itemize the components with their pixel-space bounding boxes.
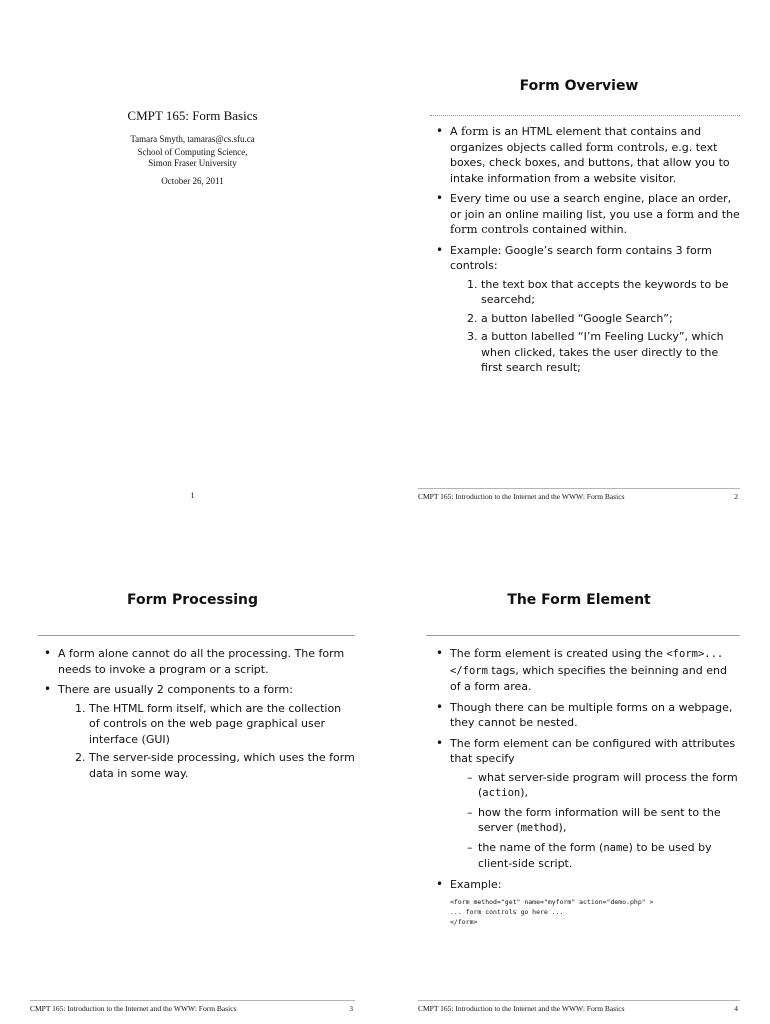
bullet-item [432,736,740,872]
page-number: 1 [190,491,195,500]
slide-1 [30,0,355,512]
list-item [58,701,355,748]
keyword: form controls [585,139,665,154]
bullet-item [432,124,740,186]
dash-list [450,770,740,872]
text-run: contained within. [528,223,628,236]
text-run: Every time ou use a search engine, place an order, or join an online mailing list, you use a [450,192,732,221]
slide-3 [30,512,355,1024]
code-snippet: action [482,787,521,799]
bullet-item: • A form alone cannot do all the processing. The form needs to invoke a program or a script. [40,646,355,677]
list-item [450,311,740,327]
numbered-list [450,277,740,376]
page-number: 3 [349,1004,353,1013]
list-number: 1. [75,701,86,715]
code-snippet: method [520,822,559,834]
code-snippet: name [603,841,629,854]
text-run: , e.g. text boxes, check boxes, and buttons, that allow you to intake information from a website visitor. [450,140,730,185]
list-number: 3. [467,330,478,343]
heading-divider [426,635,740,636]
list-text: The server-side processing, which uses the form data in some way. [89,751,355,780]
text-run: ), [520,786,529,799]
slide-4 [418,512,740,1024]
code-block [450,897,740,927]
footer-text: CMPT 165: Introduction to the Internet and the WWW: Form Basics [418,492,625,501]
numbered-list [58,701,355,782]
list-text: a button labelled “Google Search”; [481,311,673,325]
page-number: 4 [734,1004,738,1013]
code-snippet: <form>...</form [450,648,724,677]
text-run: how the form information will be sent to the server ( [478,805,721,834]
keyword: form [461,124,489,138]
page-number: 2 [734,492,738,501]
document-title: CMPT 165: Form Basics [127,108,258,123]
keyword: form [473,646,502,660]
slide-2 [418,0,740,512]
school-line: School of Computing Science, [137,147,248,157]
text-run: element is created using the [501,647,667,660]
bullet-item [432,243,740,376]
footer-text: CMPT 165: Introduction to the Internet and the WWW: Form Basics [418,1004,625,1013]
code-line: <form method="get" name="myform" action="demo.php" > [450,898,654,906]
code-line: </form> [450,918,478,926]
list-item [450,840,740,872]
list-number: 1. [467,277,478,291]
heading-divider [38,635,355,636]
author-line: Tamara Smyth, tamaras@cs.sfu.ca [130,134,255,144]
list-text: the text box that accepts the keywords to be searcehd; [481,277,729,306]
text-run: Example: Google’s search form contains 3 form controls: [450,243,712,272]
bullet-item: • Though there can be multiple forms on a webpage, they cannot be nested. [432,700,740,731]
list-text: The HTML form itself, which are the collection of controls on the web page graphical user interface (GUI) [89,701,342,746]
text-run: and the [694,207,740,221]
list-item [450,805,740,837]
list-text: a button labelled “I’m Feeling Lucky”, which when clicked, takes the user directly to the first search result; [481,330,724,374]
slide-heading: Form Processing [126,592,258,608]
text-run: ), [558,821,567,834]
bullet-item [432,191,740,238]
text-run: what server-side program will process the form ( [478,770,738,799]
text-run: The form element can be configured with attributes that specify [450,736,736,765]
list-item [450,277,740,308]
slide-heading: The Form Element [507,592,651,608]
text-run: There are usually 2 components to a form: [58,683,293,696]
footer-text: CMPT 165: Introduction to the Internet and the WWW: Form Basics [30,1004,237,1013]
keyword: form controls [450,222,529,236]
bullet-item [40,682,355,781]
slide-heading: Form Overview [519,78,639,94]
slide-footer [418,1000,740,1013]
text-run: the name of the form ( [478,840,604,854]
university-line: Simon Fraser University [148,158,237,168]
slide-footer [30,1000,355,1013]
slide-content [432,124,740,381]
keyword: form [666,206,695,221]
list-number: 2. [75,751,86,764]
text-run: A [450,125,462,138]
slide-footer [418,488,740,501]
date-line: October 26, 2011 [161,176,224,186]
bullet-item [432,646,740,695]
heading-divider [430,115,740,116]
code-line: ... form controls go here ... [450,908,564,916]
list-item [58,750,355,781]
list-item [450,770,740,802]
bullet-item: • Example: [432,877,740,893]
list-item [450,329,740,376]
text-run: tags, which specifies the beinning and end of a form area. [450,663,727,693]
text-run: The [450,647,474,660]
text-run: is an HTML element that contains and organizes objects called [450,125,702,154]
slide-content [40,646,355,786]
list-number: 2. [467,311,478,325]
text-run: ) to be used by client-side script. [478,840,712,870]
slide-content [432,646,740,927]
